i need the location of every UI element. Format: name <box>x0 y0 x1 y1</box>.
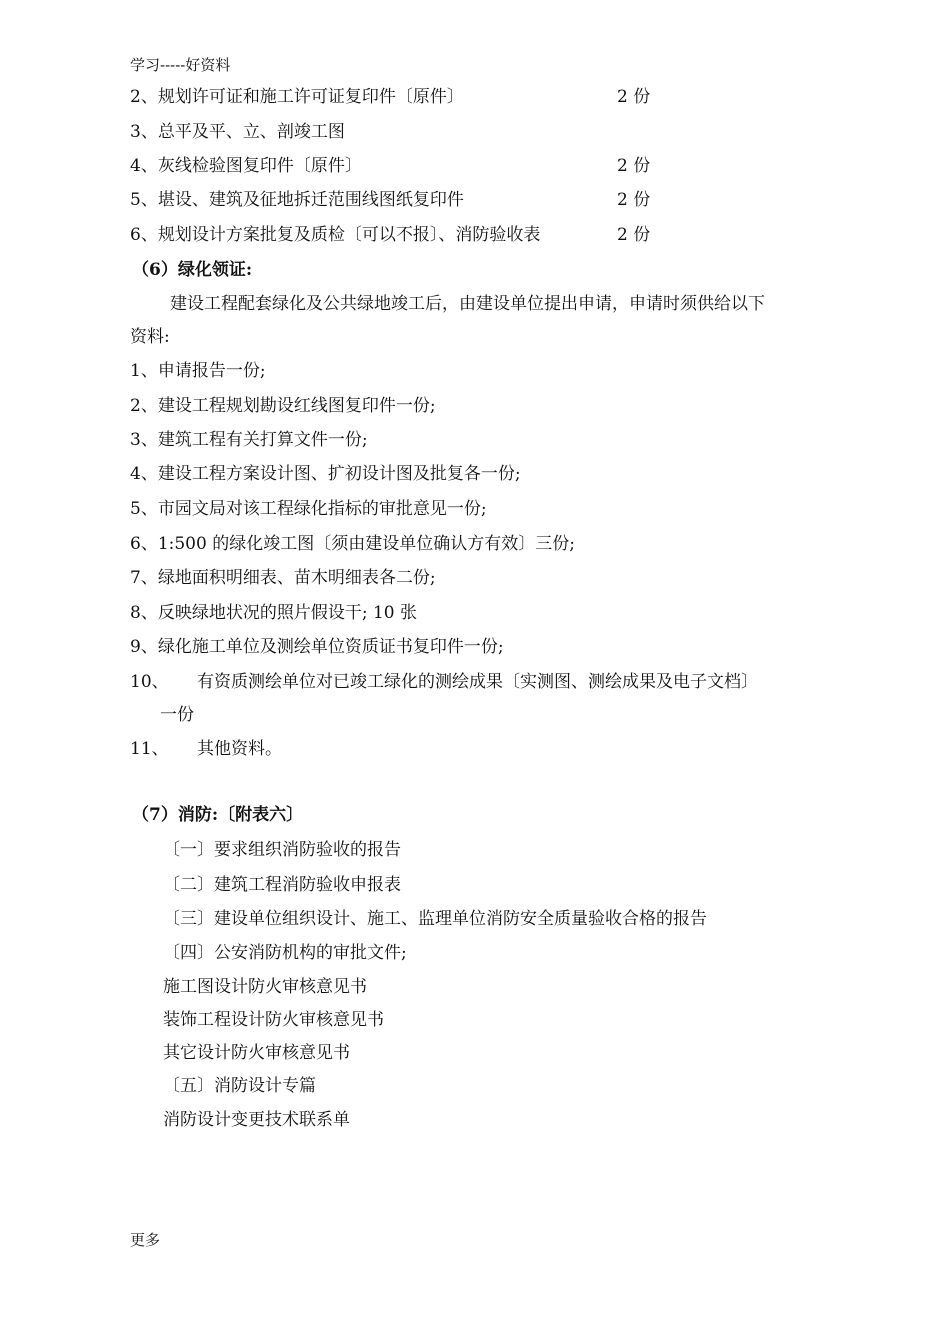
page-header: 学习-----好资料 <box>130 56 231 74</box>
list-item: 4、建设工程方案设计图、扩初设计图及批复各一份; <box>130 464 521 484</box>
list-item <box>130 117 345 142</box>
paragraph-line: 建设工程配套绿化及公共绿地竣工后，由建设单位提出申请，申请时须供给以下 <box>170 294 765 314</box>
list-item: 〔三〕建设单位组织设计、施工、监理单位消防安全质量验收合格的报告 <box>163 909 707 929</box>
list-item <box>130 185 651 210</box>
list-item: 1、申请报告一份; <box>130 361 266 381</box>
list-item: 3、建筑工程有关打算文件一份; <box>130 430 368 450</box>
list-item-text: 3、总平及平、立、剖竣工图 <box>130 122 345 142</box>
list-item-text: 4、灰线检验图复印件〔原件〕 <box>130 156 362 176</box>
list-item: 9、绿化施工单位及测绘单位资质证书复印件一份; <box>130 637 504 657</box>
list-item-text: 其他资料。 <box>197 739 282 759</box>
list-item: 〔一〕要求组织消防验收的报告 <box>163 840 401 860</box>
section-heading-greening: （6）绿化领证: <box>132 260 253 280</box>
list-item-number: 11、 <box>130 739 169 759</box>
list-item-qty: 2 份 <box>617 190 651 210</box>
list-item-text: 5、堪设、建筑及征地拆迁范围线图纸复印件 <box>130 190 464 210</box>
list-item: 〔五〕消防设计专篇 <box>163 1076 316 1096</box>
list-item: 7、绿地面积明细表、苗木明细表各二份; <box>130 568 436 588</box>
list-item: 装饰工程设计防火审核意见书 <box>163 1010 384 1030</box>
list-item: 6、1:500 的绿化竣工图〔须由建设单位确认方有效〕三份; <box>130 534 575 554</box>
list-item-text: 6、规划设计方案批复及质检〔可以不报〕、消防验收表 <box>130 225 541 245</box>
list-item-qty: 2 份 <box>617 156 651 176</box>
list-item-qty: 2 份 <box>617 87 651 107</box>
page-footer: 更多 <box>130 1231 161 1249</box>
list-item: 8、反映绿地状况的照片假设干; 10 张 <box>130 603 417 623</box>
list-item: 〔四〕公安消防机构的审批文件; <box>163 943 407 963</box>
list-item <box>130 151 651 176</box>
list-item: 〔二〕建筑工程消防验收申报表 <box>163 875 401 895</box>
list-item <box>130 82 651 107</box>
list-item <box>130 220 651 245</box>
list-item-text-continued: 一份 <box>160 705 194 725</box>
list-item: 其它设计防火审核意见书 <box>163 1043 350 1063</box>
list-item-text: 有资质测绘单位对已竣工绿化的测绘成果〔实测图、测绘成果及电子文档〕 <box>197 672 758 692</box>
list-item: 消防设计变更技术联系单 <box>163 1110 350 1130</box>
paragraph-line: 资料: <box>130 327 170 347</box>
list-item-number: 10、 <box>130 672 169 692</box>
list-item-qty: 2 份 <box>617 225 651 245</box>
list-item-text: 2、规划许可证和施工许可证复印件〔原件〕 <box>130 87 464 107</box>
list-item: 2、建设工程规划勘设红线图复印件一份; <box>130 396 436 416</box>
list-item: 5、市园文局对该工程绿化指标的审批意见一份; <box>130 499 487 519</box>
list-item: 施工图设计防火审核意见书 <box>163 977 367 997</box>
section-heading-fire-protection: （7）消防:〔附表六〕 <box>132 805 304 825</box>
